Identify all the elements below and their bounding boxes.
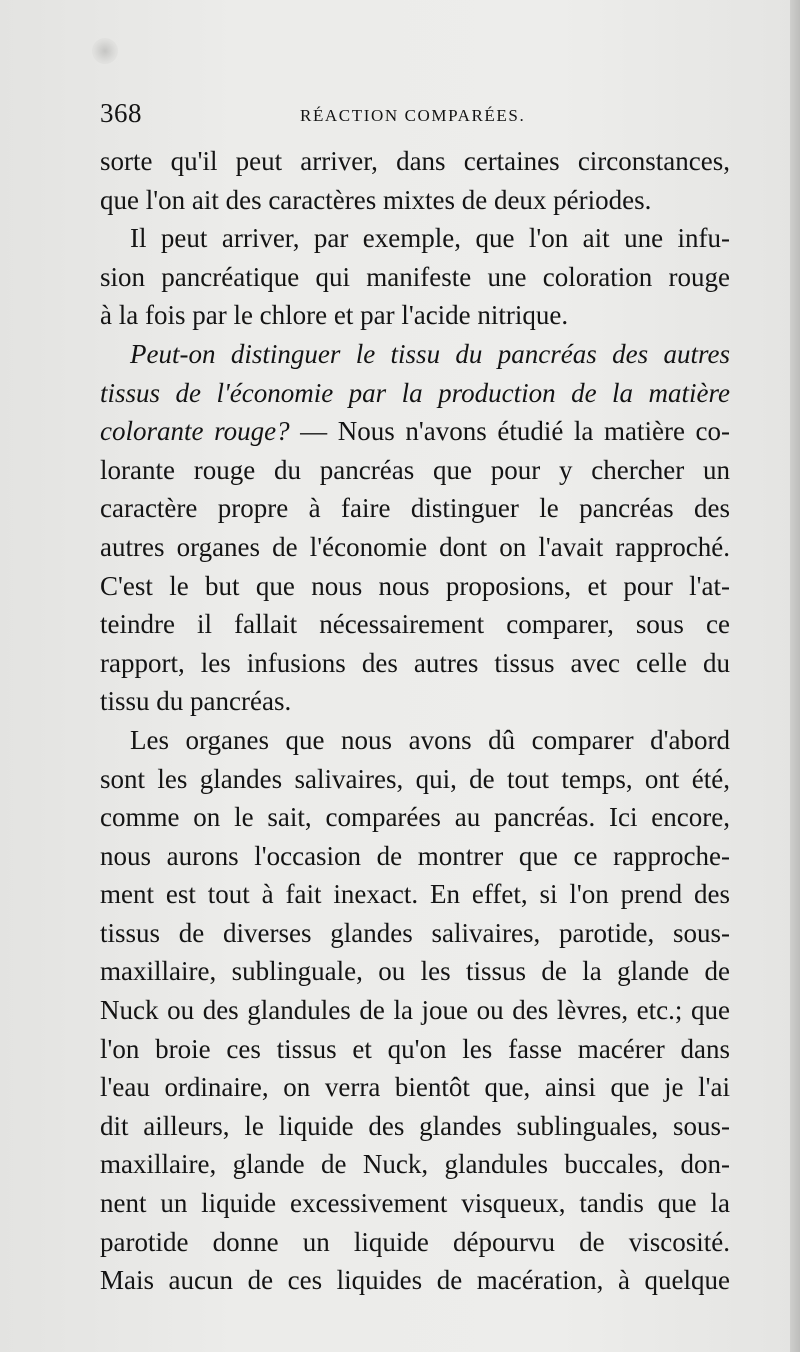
- text-line: nent un liquide excessivement visqueux, tandis que la: [100, 1188, 730, 1219]
- running-title: RÉACTION COMPARÉES.: [300, 106, 526, 125]
- text-line: Il peut arriver, par exemple, que l'on ait une infu-: [130, 223, 730, 254]
- text-line: parotide donne un liquide dépourvu de viscosité.: [100, 1226, 730, 1257]
- text-line: à la fois par le chlore et par l'acide nitrique.: [100, 300, 569, 331]
- text-line: autres organes de l'économie dont on l'avait rapproché.: [100, 531, 730, 562]
- body-text: [100, 142, 730, 1300]
- text-line: rapport, les infusions des autres tissus avec celle du: [100, 647, 730, 678]
- text-line: Les organes que nous avons dû comparer d'abord: [130, 724, 730, 755]
- text-line: lorante rouge du pancréas que pour y chercher un: [100, 454, 730, 485]
- text-line: nous aurons l'occasion de montrer que ce rapproche-: [100, 840, 730, 871]
- text-line: tissu du pancréas.: [100, 686, 292, 717]
- text-line: sion pancréatique qui manifeste une coloration rouge: [100, 261, 730, 292]
- page-number: 368: [100, 98, 142, 128]
- paper-stain: [92, 38, 118, 64]
- text-line: sorte qu'il peut arriver, dans certaines circonstances,: [100, 146, 730, 176]
- text-line: que l'on ait des caractères mixtes de deux périodes.: [100, 184, 652, 215]
- text-line: Mais aucun de ces liquides de macération, à quelque: [100, 1265, 730, 1296]
- text-run: — Nous n'avons étudié la matière co-: [289, 416, 731, 447]
- text-line: l'on broie ces tissus et qu'on les fasse macérer dans: [100, 1033, 730, 1064]
- text-line-italic: Peut-on distinguer le tissu du pancréas des autres: [130, 338, 730, 369]
- text-line: maxillaire, sublinguale, ou les tissus de la glande de: [100, 956, 730, 987]
- section-question: colorante rouge?: [100, 416, 290, 447]
- text-line: l'eau ordinaire, on verra bientôt que, ainsi que je l'ai: [100, 1072, 730, 1103]
- text-line: comme on le sait, comparées au pancréas. Ici encore,: [100, 802, 730, 833]
- text-line: teindre il fallait nécessairement comparer, sous ce: [100, 609, 730, 640]
- text-line: caractère propre à faire distinguer le pancréas des: [100, 493, 730, 524]
- text-line: dit ailleurs, le liquide des glandes sublinguales, sous-: [100, 1110, 730, 1141]
- text-line: sont les glandes salivaires, qui, de tout temps, ont été,: [100, 763, 730, 794]
- text-line: tissus de diverses glandes salivaires, parotide, sous-: [100, 917, 730, 948]
- page-header: [100, 98, 740, 134]
- page-edge: [790, 0, 800, 1352]
- text-line: ment est tout à fait inexact. En effet, si l'on prend des: [100, 879, 730, 910]
- text-line-italic: tissus de l'économie par la production de la matière: [100, 377, 730, 408]
- text-line-mixed: [100, 412, 730, 451]
- text-line: Nuck ou des glandules de la joue ou des lèvres, etc.; que: [100, 995, 730, 1026]
- text-line: maxillaire, glande de Nuck, glandules buccales, don-: [100, 1149, 730, 1180]
- text-line: C'est le but que nous nous proposions, et pour l'at-: [100, 570, 730, 601]
